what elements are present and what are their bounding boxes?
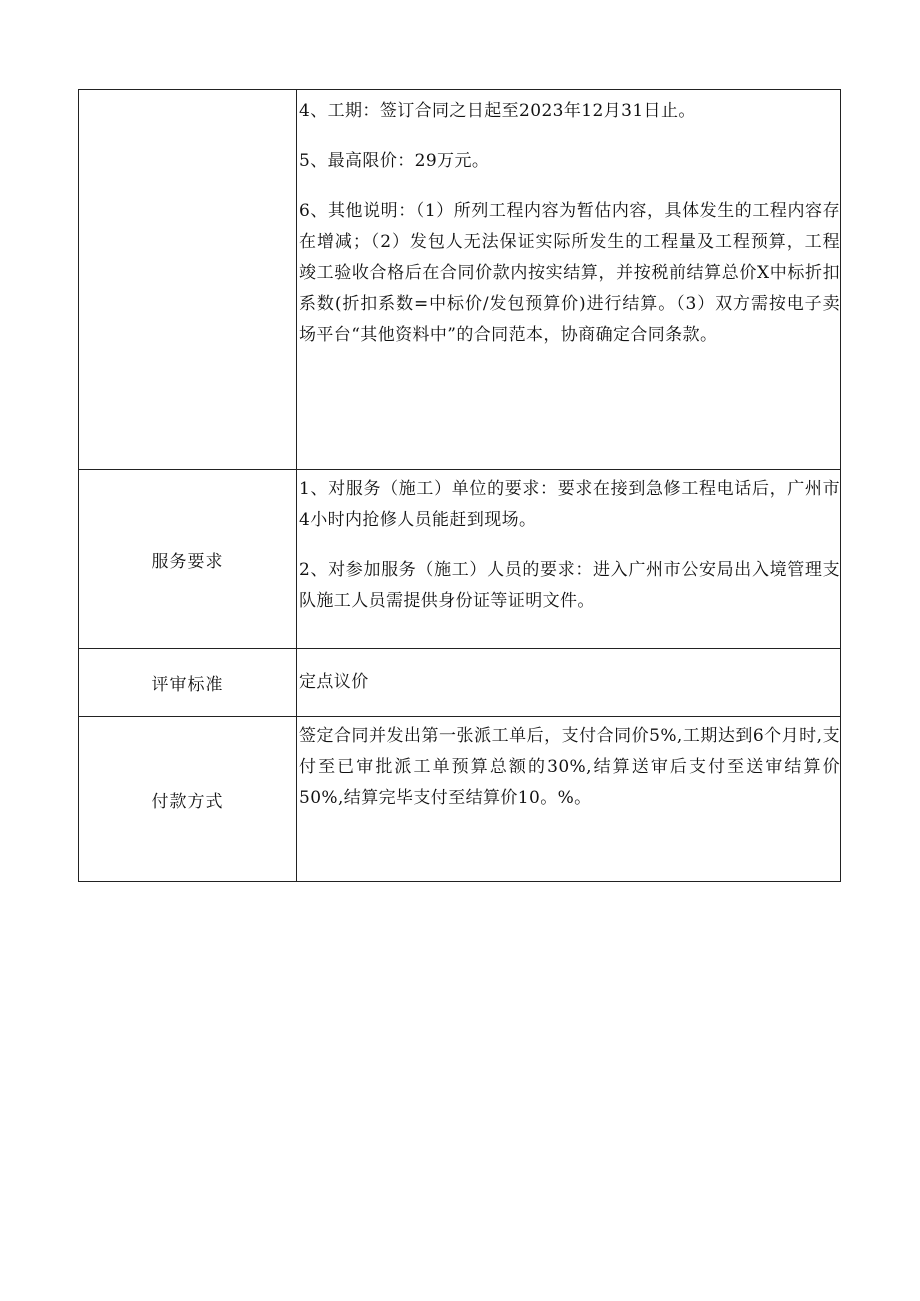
- payment-terms-paragraph: 签定合同并发出第一张派工单后，支付合同价5%,工期达到6个月时,支付至已审批派工单预算总额的30%,结算送审后支付至送审结算价50%,结算完毕支付至结算价10。%。: [299, 726, 840, 808]
- table-row-contract-terms: [79, 90, 841, 470]
- table-row-evaluation-criteria: [79, 649, 841, 717]
- requirements-table: [78, 89, 841, 882]
- row-content: [297, 90, 841, 470]
- service-personnel-requirement-paragraph: 2、对参加服务（施工）人员的要求：进入广州市公安局出入境管理支队施工人员需提供身份证等证明文件。: [299, 560, 840, 611]
- term-duration-paragraph: 4、工期：签订合同之日起至2023年12月31日止。: [299, 101, 696, 121]
- service-unit-requirement-paragraph: 1、对服务（施工）单位的要求：要求在接到急修工程电话后，广州市4小时内抢修人员能赶到现场。: [299, 479, 840, 530]
- row-content: [297, 470, 841, 649]
- term-max-price-paragraph: 5、最高限价：29万元。: [299, 151, 490, 171]
- row-label: [79, 90, 297, 470]
- term-other-notes-paragraph: 6、其他说明：（1）所列工程内容为暂估内容，具体发生的工程内容存在增减；（2）发包人无法保证实际所发生的工程量及工程预算，工程竣工验收合格后在合同价款内按实结算，并按税前结算总价X中标折扣系数(折扣系数=中标价/发包预算价)进行结算。（3）双方需按电子卖场平台“其他资料中”的合同范本，协商确定合同条款。: [299, 201, 840, 345]
- table-row-service-requirements: [79, 470, 841, 649]
- row-label: 服务要求: [79, 470, 297, 649]
- row-label: 评审标准: [79, 649, 297, 717]
- row-label: 付款方式: [79, 717, 297, 882]
- row-content: [297, 649, 841, 717]
- row-content: [297, 717, 841, 882]
- evaluation-method-paragraph: 定点议价: [299, 672, 369, 692]
- table-row-payment-method: [79, 717, 841, 882]
